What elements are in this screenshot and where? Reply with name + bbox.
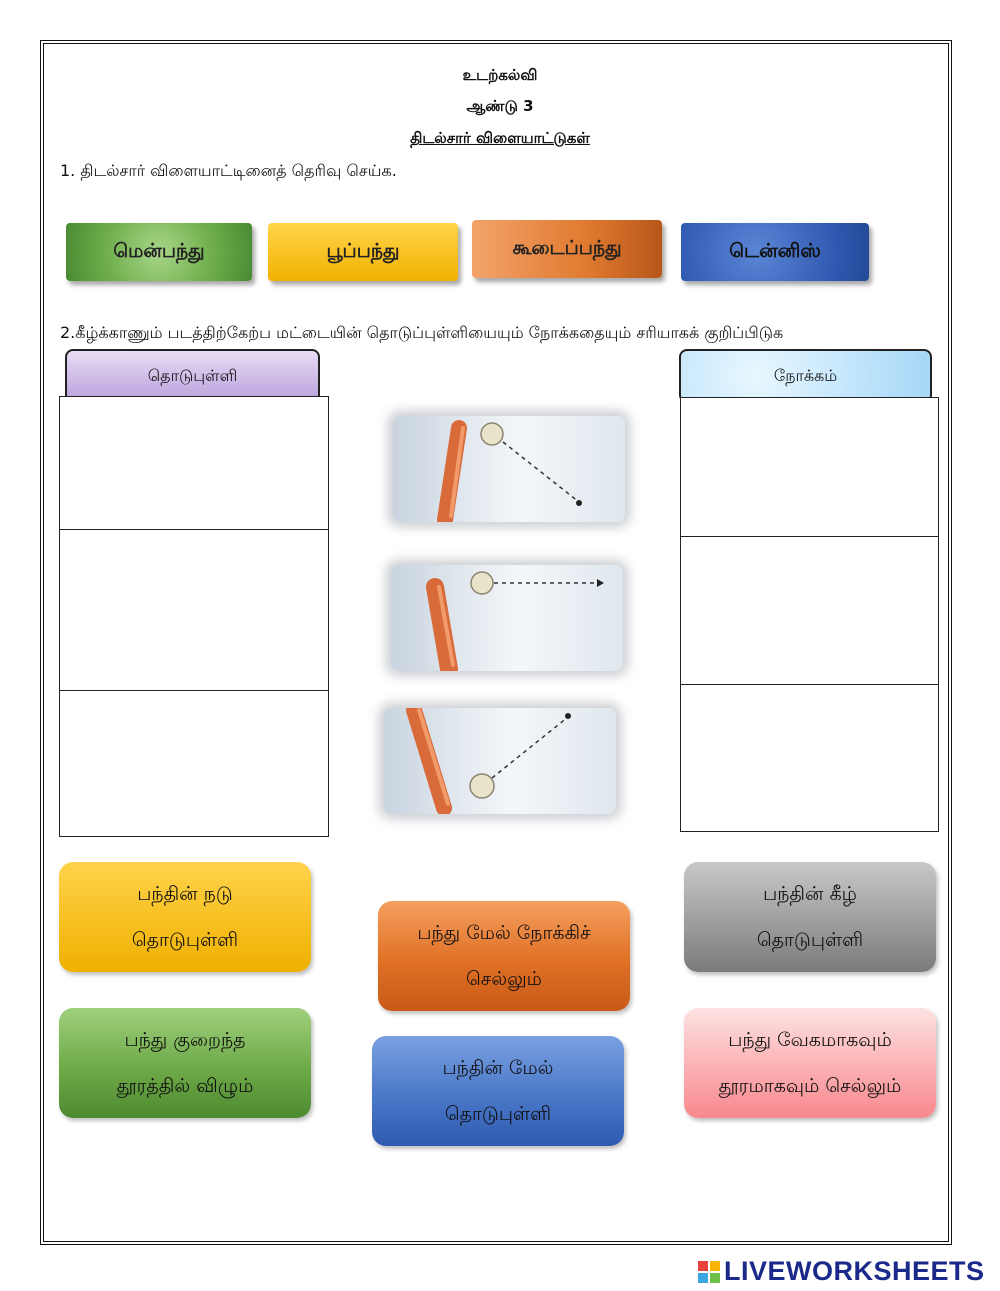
direction-drop-2[interactable] <box>681 537 938 685</box>
question-1: 1. திடல்சார் விளையாட்டினைத் தெரிவு செய்க. <box>60 161 397 180</box>
answer-line: தொடுபுள்ளி <box>131 929 239 951</box>
answer-line: தூரமாகவும் செல்லும் <box>718 1075 902 1097</box>
answer-line: பந்து மேல் நோக்கிச் <box>417 922 591 944</box>
answer-top-contact[interactable] <box>372 1036 624 1146</box>
answer-ball-goes-up[interactable] <box>378 901 630 1011</box>
answer-ball-fast-far[interactable] <box>684 1008 936 1118</box>
option-basketball[interactable]: கூடைப்பந்து <box>472 220 662 278</box>
answer-line: பந்து வேகமாகவும் <box>728 1029 892 1051</box>
question-2: 2.கீழ்க்காணும் படத்திற்கேற்ப மட்டையின் தொடுப்புள்ளியையும் நோக்கதையும் சரியாகக் குறிப்பிடுக <box>60 323 784 342</box>
contact-point-column <box>59 396 329 837</box>
year-title: ஆண்டு 3 <box>466 97 534 115</box>
contact-drop-3[interactable] <box>60 691 328 836</box>
answer-bottom-contact[interactable] <box>684 862 936 972</box>
contact-drop-1[interactable] <box>60 397 328 530</box>
answer-line: பந்தின் மேல் <box>442 1057 554 1079</box>
logo-blocks-icon <box>698 1261 720 1283</box>
answer-line: தூரத்தில் விழும் <box>116 1075 254 1097</box>
answer-line: செல்லும் <box>466 968 542 990</box>
answer-line: பந்தின் கீழ் <box>763 883 857 905</box>
direction-drop-3[interactable] <box>681 685 938 831</box>
bat-middle-contact-icon <box>391 565 623 671</box>
direction-drop-1[interactable] <box>681 398 938 537</box>
bat-top-contact-icon <box>384 708 616 814</box>
contact-point-header: தொடுபுள்ளி <box>65 349 320 403</box>
answer-line: பந்து குறைந்த <box>124 1029 246 1051</box>
direction-header: நோக்கம் <box>679 349 932 403</box>
topic-title: திடல்சார் விளையாட்டுகள் <box>410 129 590 147</box>
option-tennis[interactable]: டென்னிஸ் <box>681 223 869 281</box>
option-badminton[interactable]: பூப்பந்து <box>268 223 458 281</box>
direction-column <box>680 397 939 832</box>
logo-text: LIVEWORKSHEETS <box>724 1256 985 1286</box>
liveworksheets-logo <box>698 1256 985 1287</box>
answer-line: தொடுபுள்ளி <box>444 1103 552 1125</box>
answer-middle-contact[interactable] <box>59 862 311 972</box>
answer-line: தொடுபுள்ளி <box>756 929 864 951</box>
contact-drop-2[interactable] <box>60 530 328 691</box>
answer-line: பந்தின் நடு <box>137 883 233 905</box>
subject-title: உடற்கல்வி <box>462 66 538 84</box>
option-softball[interactable]: மென்பந்து <box>66 223 252 281</box>
answer-ball-falls-short[interactable] <box>59 1008 311 1118</box>
bat-low-contact-icon <box>393 416 625 522</box>
